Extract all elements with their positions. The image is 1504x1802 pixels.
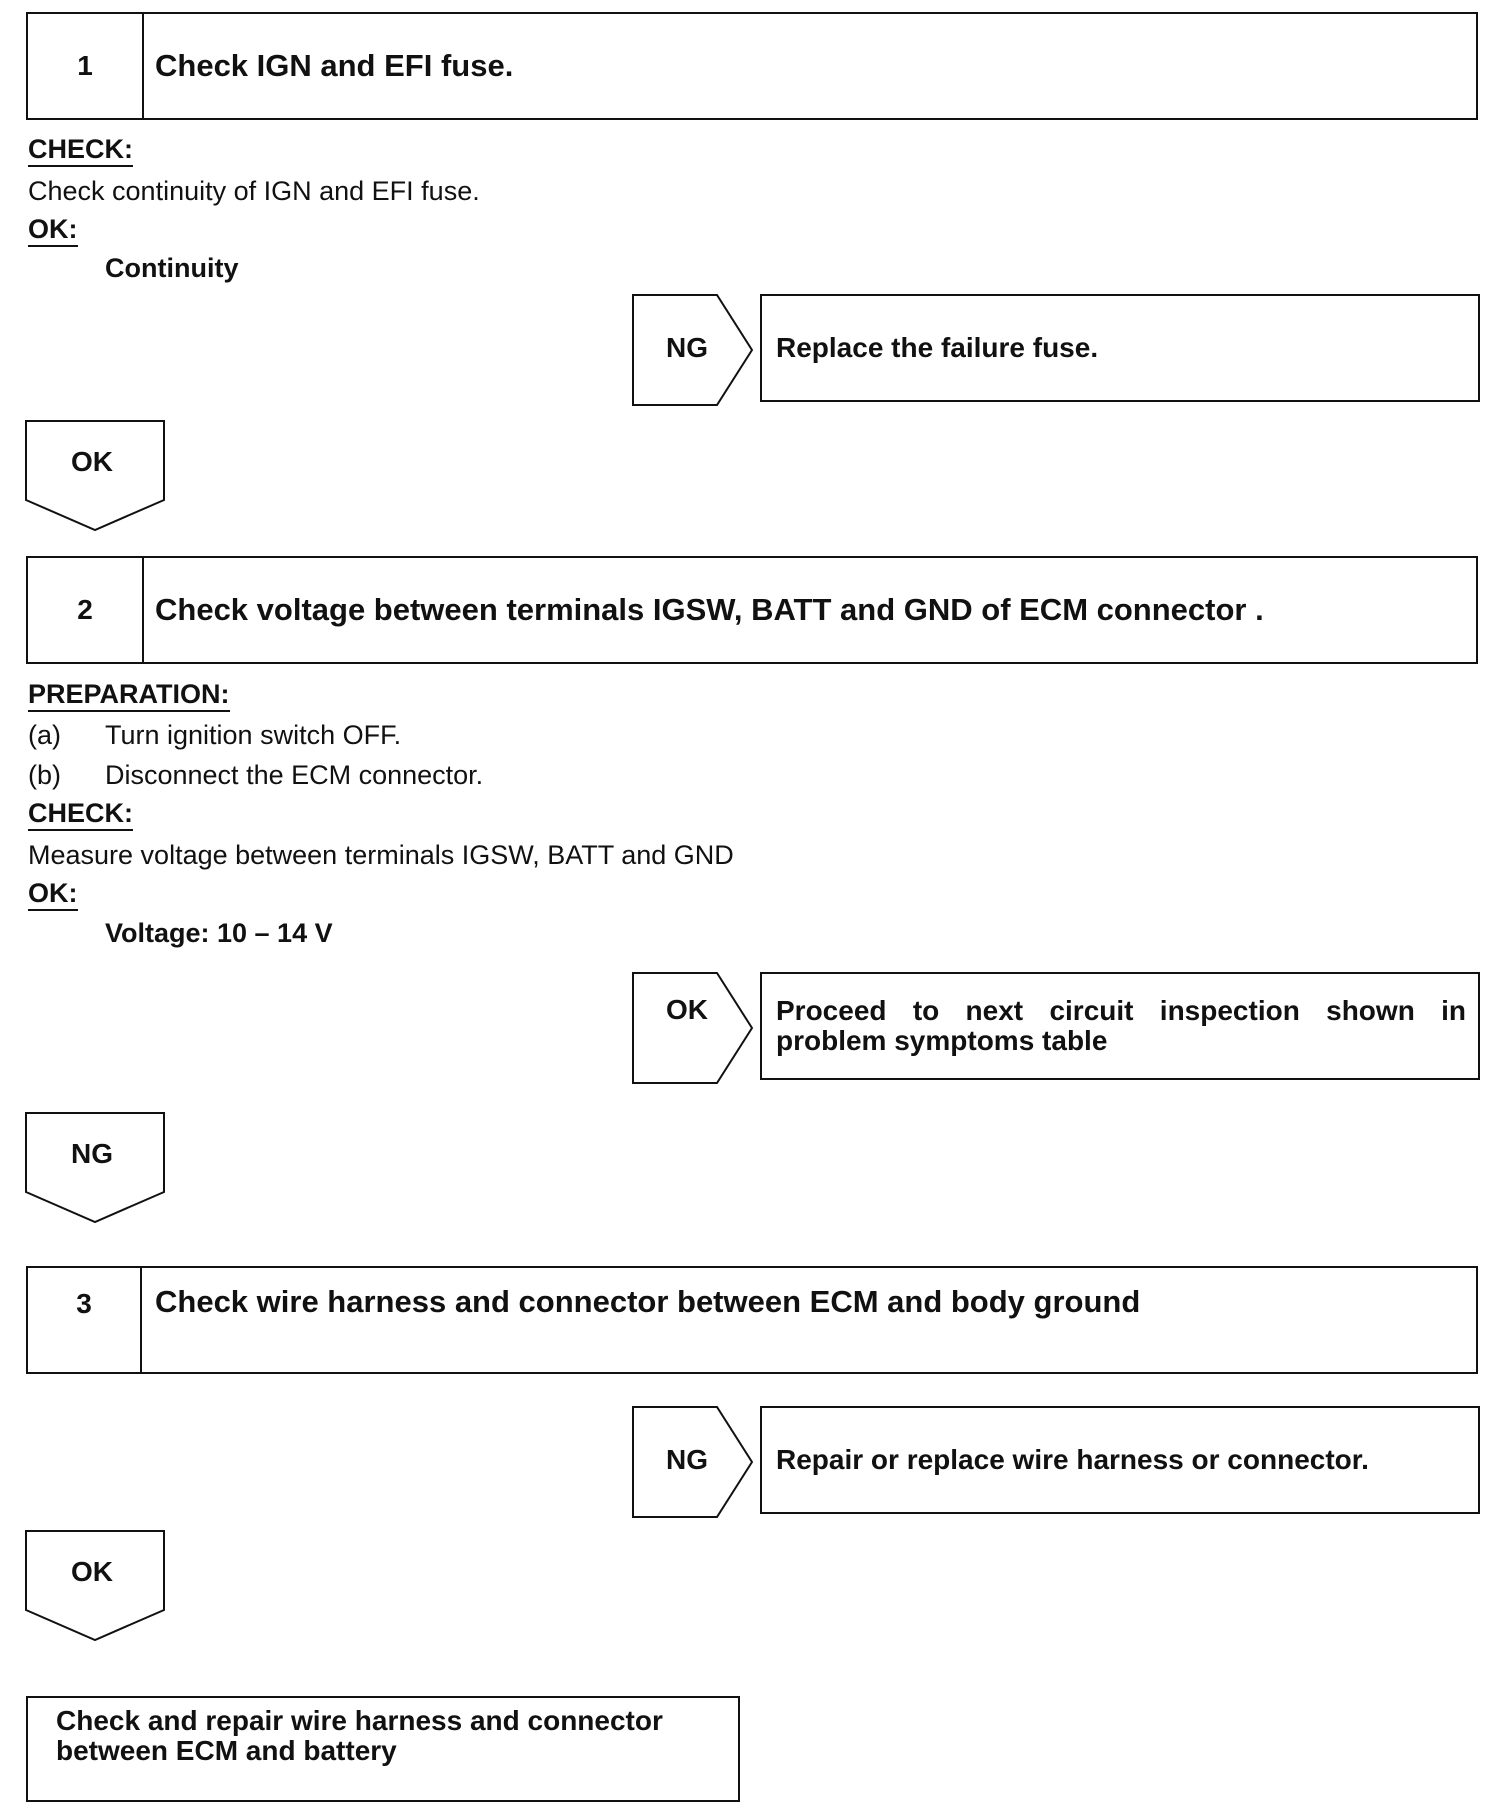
step-3-ng-action: Repair or replace wire harness or connector. (776, 1444, 1369, 1475)
step-2-ok-label: OK: (28, 878, 78, 909)
step-1-ng-action: Replace the failure fuse. (776, 332, 1099, 363)
step-2-prep-b-letter: (b) (28, 760, 61, 790)
step-2-box (26, 556, 1478, 664)
final-action-box (26, 1696, 740, 1802)
step-1-ng-label: NG (666, 332, 708, 363)
step-3-ok-down-label: OK (71, 1556, 113, 1587)
step-2-number: 2 (28, 558, 144, 662)
step-2-ok-action-box (760, 972, 1480, 1080)
step-2-prep-b-text: Disconnect the ECM connector. (105, 760, 484, 790)
step-2-ok-label: OK (666, 994, 708, 1025)
step-1-ok-label: OK: (28, 214, 78, 245)
step-2-ok-action: Proceed to next circuit inspection shown in problem symptoms table (776, 995, 1466, 1056)
step-2-ok-arrow (632, 972, 762, 1084)
step-1-number: 1 (28, 14, 144, 118)
step-3-ng-label: NG (666, 1444, 708, 1475)
step-2-prep-a-letter: (a) (28, 720, 61, 750)
step-1-check-label: CHECK: (28, 134, 133, 165)
step-2-check-text: Measure voltage between terminals IGSW, BATT and GND (28, 840, 734, 870)
step-3-box (26, 1266, 1478, 1374)
step-3-title: Check wire harness and connector between ECM and body ground (155, 1284, 1141, 1319)
final-action-text: Check and repair wire harness and connector between ECM and battery (56, 1705, 663, 1766)
step-2-preparation-label: PREPARATION: (28, 679, 230, 710)
step-1-ok-down-label: OK (71, 446, 113, 477)
step-2-ng-down-label: NG (71, 1138, 113, 1169)
step-2-check-label: CHECK: (28, 798, 133, 829)
step-1-check-text: Check continuity of IGN and EFI fuse. (28, 176, 480, 206)
step-1-title: Check IGN and EFI fuse. (155, 48, 514, 83)
step-2-prep-a-text: Turn ignition switch OFF. (105, 720, 402, 750)
step-3-number: 3 (28, 1268, 142, 1372)
step-1-box (26, 12, 1478, 120)
step-2-ok-spec: Voltage: 10 – 14 V (105, 918, 333, 948)
step-1-ng-action-box (760, 294, 1480, 402)
step-3-ng-action-box (760, 1406, 1480, 1514)
step-1-ok-spec: Continuity (105, 253, 239, 283)
step-2-title: Check voltage between terminals IGSW, BATT and GND of ECM connector . (155, 592, 1264, 627)
